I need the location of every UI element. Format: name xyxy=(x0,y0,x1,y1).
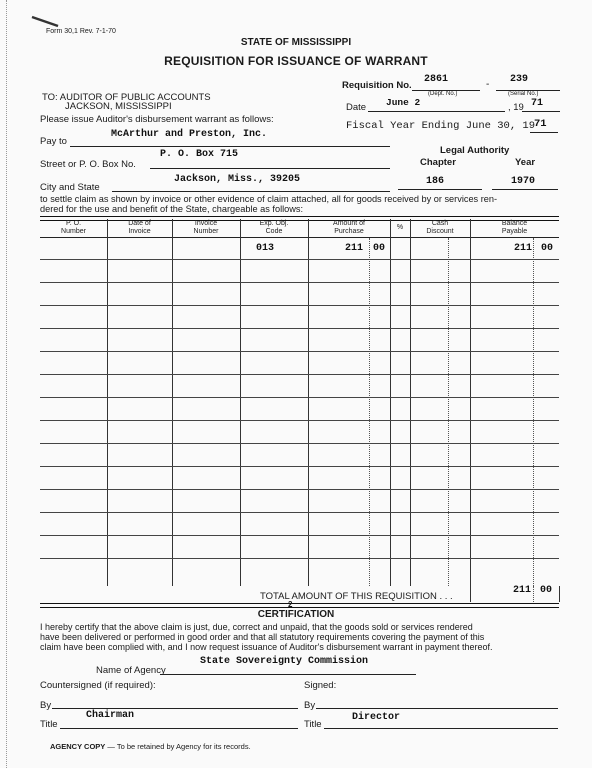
please-issue-text: Please issue Auditor's disbursement warrant as follows: xyxy=(40,114,274,125)
to-line-2: JACKSON, MISSISSIPPI xyxy=(65,101,172,112)
city-label: City and State xyxy=(40,182,100,193)
header-po-number: P. O. Number xyxy=(61,220,86,235)
signed-label: Signed: xyxy=(304,680,337,691)
title-left-label: Title xyxy=(40,719,58,730)
serial-no-caption: (Serial No.) xyxy=(508,91,539,97)
date-label: Date xyxy=(346,102,367,113)
state-heading: STATE OF MISSISSIPPI xyxy=(240,37,352,48)
legal-authority-heading: Legal Authority xyxy=(440,145,510,156)
by-left-signature-line[interactable] xyxy=(52,708,298,709)
header-date-of-invoice: Date of Invoice xyxy=(128,220,151,235)
staple-mark xyxy=(30,14,60,28)
agency-name-value[interactable]: State Sovereignty Commission xyxy=(200,656,369,667)
row-balance-dollars[interactable]: 211 xyxy=(514,243,533,254)
city-value[interactable]: Jackson, Miss., 39205 xyxy=(174,174,301,185)
agency-copy-bold: AGENCY COPY xyxy=(50,742,106,751)
total-cents[interactable]: 00 xyxy=(540,585,553,596)
claim-table xyxy=(40,216,559,586)
left-edge-marks xyxy=(0,0,7,768)
settle-text-line-1: to settle claim as shown by invoice or other evidence of claim attached, all for goods received by or services ren- xyxy=(40,194,498,204)
cert-line-3: claim have been complied with, and I now request issuance of Auditor's disbursement warrant in payment thereof. xyxy=(40,642,493,652)
year-authority-value[interactable]: 1970 xyxy=(511,176,536,187)
year-value[interactable]: 71 xyxy=(531,98,544,109)
chapter-value[interactable]: 186 xyxy=(426,176,445,187)
row-amount-cents[interactable]: 00 xyxy=(373,243,386,254)
title-right-value[interactable]: Director xyxy=(352,712,401,723)
serial-no-value[interactable]: 239 xyxy=(510,74,529,85)
year-prefix: , 19 xyxy=(508,102,524,113)
header-exp-obj-code: Exp. Obj. Code xyxy=(259,220,289,235)
year-authority-label: Year xyxy=(515,157,536,168)
to-line-1: TO: AUDITOR OF PUBLIC ACCOUNTS xyxy=(42,92,211,103)
pay-to-label: Pay to xyxy=(40,136,67,147)
row-balance-cents[interactable]: 00 xyxy=(541,243,554,254)
by-right-label: By xyxy=(304,700,316,711)
total-dollars[interactable]: 211 xyxy=(513,585,532,596)
header-amount-of-purchase: Amount of Purchase xyxy=(333,220,365,235)
cert-line-2: have been delivered or performed in good order and that all statutory requirements covering the payment of this xyxy=(40,632,485,642)
date-value[interactable]: June 2 xyxy=(386,97,421,108)
header-balance-payable: Balance Payable xyxy=(501,220,528,235)
row-exp-code[interactable]: 013 xyxy=(256,243,275,254)
header-cash-discount: Cash Discount xyxy=(426,220,454,235)
form-number: Form 30,1 Rev. 7-1-70 xyxy=(46,28,116,35)
agency-copy-rest: — To be retained by Agency for its records. xyxy=(105,742,251,751)
page-number: 2 xyxy=(288,600,293,609)
header-invoice-number: Invoice Number xyxy=(193,220,219,235)
agency-name-label: Name of Agency xyxy=(96,665,166,676)
cert-line-1: I hereby certify that the above claim is just, due, correct and unpaid, that the goods sold or services rendered xyxy=(40,622,473,632)
title-right-label: Title xyxy=(304,719,322,730)
chapter-label: Chapter xyxy=(420,157,456,168)
street-label: Street or P. O. Box No. xyxy=(40,159,136,170)
settle-text-line-2: dered for the use and benefit of the State, chargeable as follows: xyxy=(40,204,304,214)
by-right-signature-line[interactable] xyxy=(316,708,558,709)
certification-separator xyxy=(40,603,559,608)
dash: - xyxy=(486,79,490,90)
total-label: TOTAL AMOUNT OF THIS REQUISITION . . . xyxy=(260,591,453,602)
pay-to-value[interactable]: McArthur and Preston, Inc. xyxy=(111,129,268,140)
form-title: REQUISITION FOR ISSUANCE OF WARRANT xyxy=(164,54,428,68)
countersigned-label: Countersigned (if required): xyxy=(40,680,156,691)
fiscal-year-value[interactable]: 71 xyxy=(534,118,547,130)
agency-copy-note xyxy=(50,742,251,751)
fiscal-year-label: Fiscal Year Ending June 30, 19 xyxy=(346,120,536,132)
by-left-label: By xyxy=(40,700,52,711)
header-percent: % xyxy=(396,224,404,231)
row-amount-dollars[interactable]: 211 xyxy=(345,243,364,254)
dept-no-value[interactable]: 2861 xyxy=(424,74,449,85)
title-left-value[interactable]: Chairman xyxy=(86,710,135,721)
certification-title: CERTIFICATION xyxy=(257,609,335,620)
dept-no-caption: (Dept. No.) xyxy=(428,91,458,97)
requisition-label: Requisition No. xyxy=(342,80,412,91)
street-value[interactable]: P. O. Box 715 xyxy=(160,149,239,160)
